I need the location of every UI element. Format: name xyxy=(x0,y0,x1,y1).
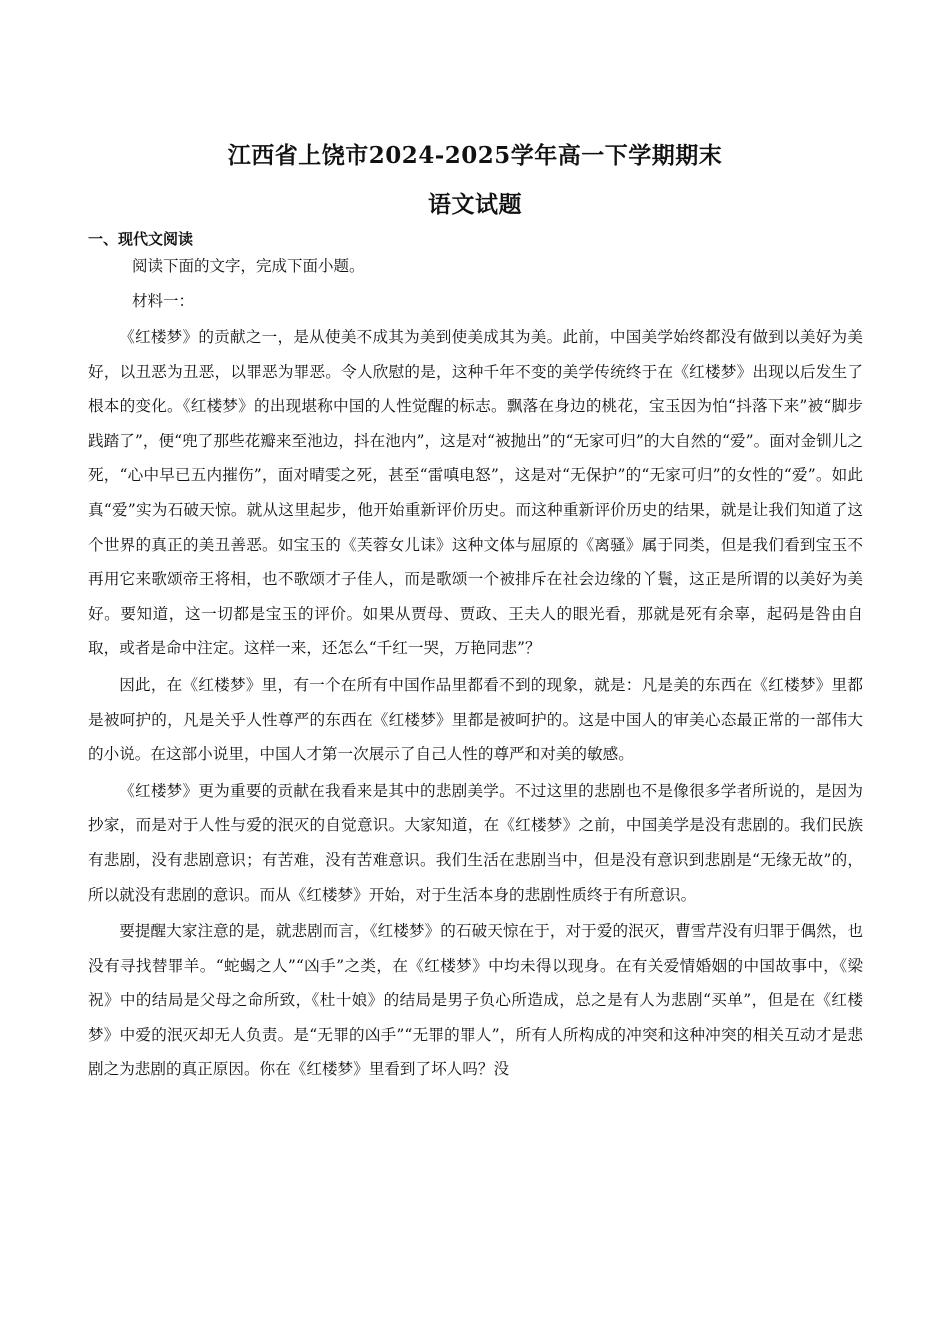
paragraph: 要提醒大家注意的是，就悲剧而言，《红楼梦》的石破天惊在于，对于爱的泯灭，曹雪芹没有归罪于偶然，也没有寻找替罪羊。“蛇蝎之人”“凶手”之类，在《红楼梦》中均未得以现身。在有关爱情婚姻的中国故事中，《梁祝》中的结局是父母之命所致，《杜十娘》的结局是男子负心所造成，总之是有人为悲剧“买单”，但是在《红楼梦》中爱的泯灭却无人负责。是“无罪的凶手”“无罪的罪人”，所有人所构成的冲突和这种冲突的相关互动才是悲剧之为悲剧的真正原因。你在《红楼梦》里看到了坏人吗？没 xyxy=(88,922,863,1079)
exam-subject-title: 语文试题 xyxy=(428,191,522,218)
material-label: 材料一： xyxy=(132,292,195,310)
section-heading: 一、现代文阅读 xyxy=(88,230,194,248)
paragraph: 因此，在《红楼梦》里，有一个在所有中国作品里都看不到的现象，就是：凡是美的东西在《红楼梦》里都是被呵护的，凡是关乎人性尊严的东西在《红楼梦》里都是被呵护的。这是中国人的审美心态最正常的一部伟大的小说。在这部小说里，中国人才第一次展示了自己人性的尊严和对美的敏感。 xyxy=(88,675,863,764)
paragraph: 《红楼梦》的贡献之一，是从使美不成其为美到使美成其为美。此前，中国美学始终都没有做到以美好为美好，以丑恶为丑恶，以罪恶为罪恶。令人欣慰的是，这种千年不变的美学传统终于在《红楼梦》出现以后发生了根本的变化。《红楼梦》的出现堪称中国的人性觉醒的标志。飘落在身边的桃花，宝玉因为怕“抖落下来”被“脚步践踏了”，便“兜了那些花瓣来至池边，抖在池内”，这是对“被抛出”的“无家可归”的大自然的“爱”。面对金钏儿之死，“心中早已五内摧伤”，面对晴雯之死，甚至“雷嗔电怒”，这是对“无保护”的“无家可归”的女性的“爱”。如此真“爱”实为石破天惊。就从这里起步，他开始重新评价历史。而这种重新评价历史的结果，就是让我们知道了这个世界的真正的美丑善恶。如宝玉的《芙蓉女儿诔》这种文体与屈原的《离骚》属于同类，但是我们看到宝玉不再用它来歌颂帝王将相，也不歌颂才子佳人，而是歌颂一个被排斥在社会边缘的丫鬟，这正是所谓的以美好为美好。要知道，这一切都是宝玉的评价。如果从贾母、贾政、王夫人的眼光看，那就是死有余辜，起码是咎由自取，或者是命中注定。这样一来，还怎么“千红一哭，万艳同悲”？ xyxy=(88,328,863,658)
paragraph: 《红楼梦》更为重要的贡献在我看来是其中的悲剧美学。不过这里的悲剧也不是像很多学者所说的，是因为抄家，而是对于人性与爱的泯灭的自觉意识。大家知道，在《红楼梦》之前，中国美学是没有悲剧的。我们民族有悲剧，没有悲剧意识；有苦难，没有苦难意识。我们生活在悲剧当中，但是没有意识到悲剧是“无缘无故”的，所以就没有悲剧的意识。而从《红楼梦》开始，对于生活本身的悲剧性质终于有所意识。 xyxy=(88,781,863,904)
reading-instruction: 阅读下面的文字，完成下面小题。 xyxy=(132,257,365,275)
article-body xyxy=(88,320,863,1087)
exam-title: 江西省上饶市2024-2025学年高一下学期期末 xyxy=(227,142,723,169)
